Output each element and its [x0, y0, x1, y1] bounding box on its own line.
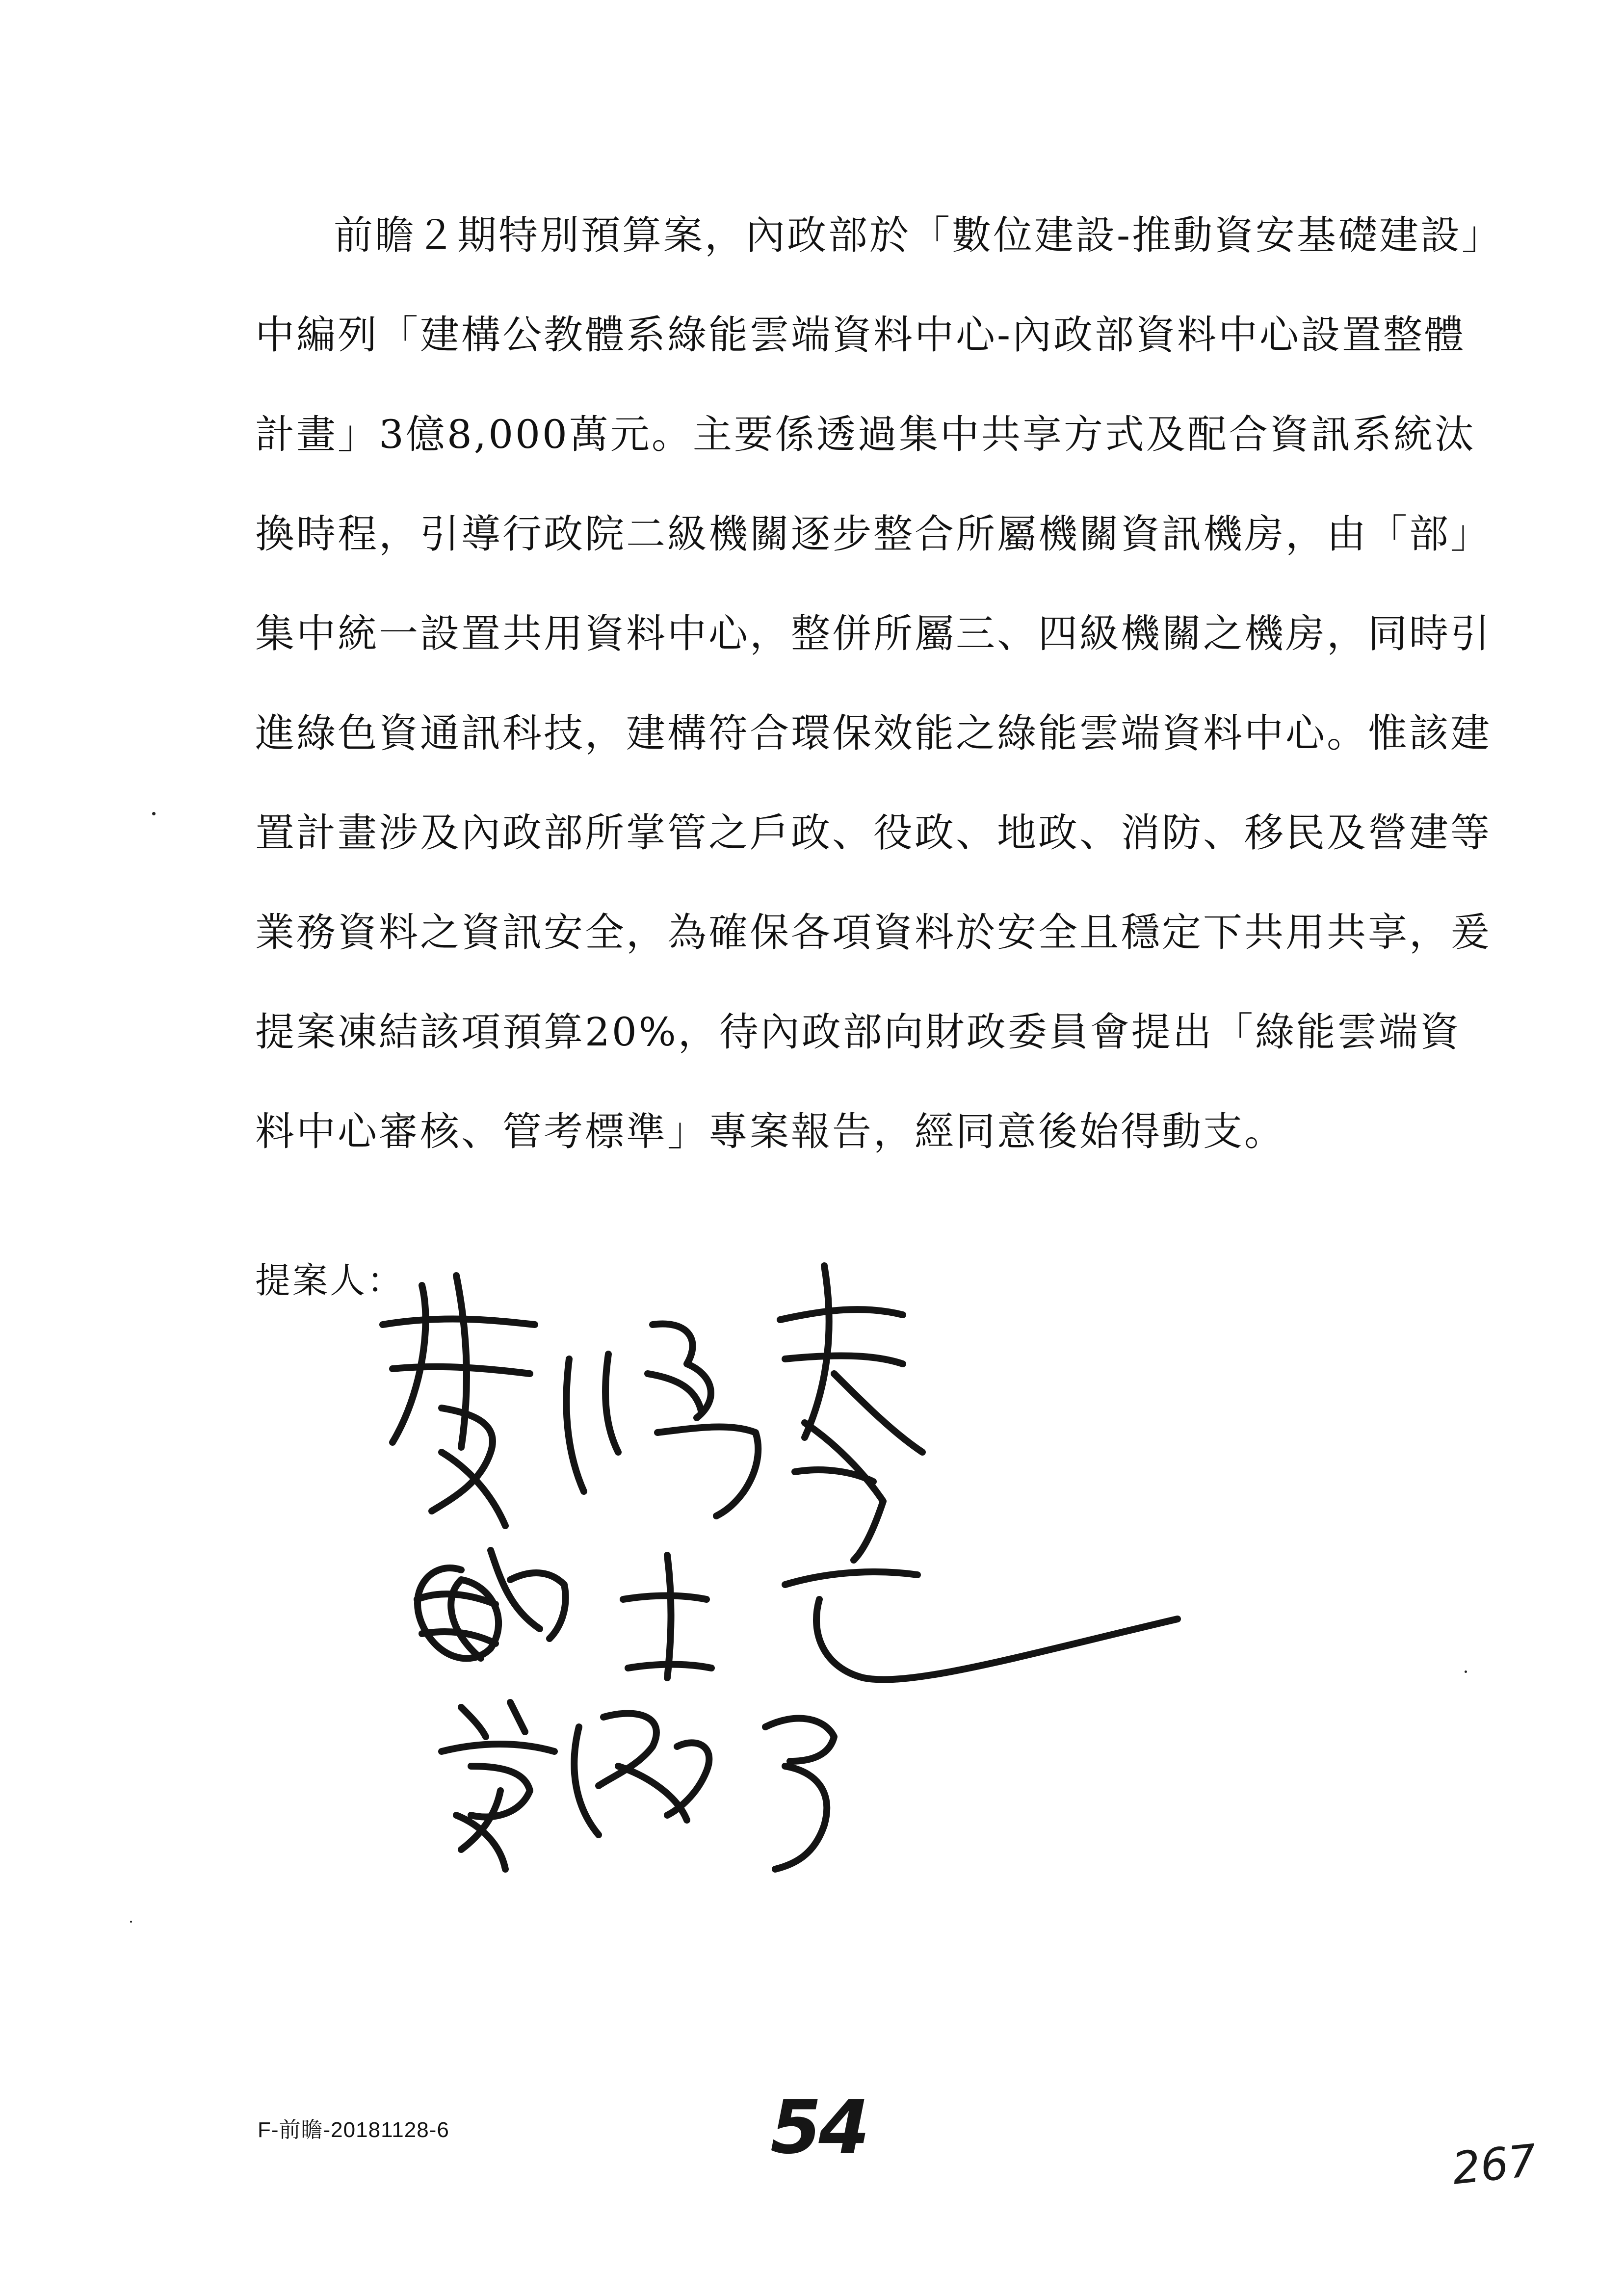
proposal-paragraph [255, 211, 1503, 1207]
signature-1 [383, 1266, 922, 1560]
paragraph-line: 進綠色資通訊科技，建構符合環保效能之綠能雲端資料中心。惟該建 [255, 710, 1492, 756]
stamp-number: 267 [1449, 2135, 1539, 2195]
paragraph-line: 料中心審核、管考標準」專案報告，經同意後始得動支。 [255, 1109, 1285, 1154]
page-number: 54 [770, 2085, 867, 2170]
paragraph-line: 換時程，引導行政院二級機關逐步整合所屬機關資訊機房，由「部」 [255, 511, 1492, 557]
paragraph-line: 集中統一設置共用資料中心，整併所屬三、四級機關之機房，同時引 [255, 611, 1492, 656]
document-code: F-前瞻-20181128-6 [258, 2118, 449, 2142]
paragraph-line: 計畫」3億8,000萬元。主要係透過集中共享方式及配合資訊系統汰 [255, 412, 1476, 457]
signature-3 [442, 1702, 834, 1869]
signature-2 [417, 1550, 1178, 1679]
paragraph-line: 置計畫涉及內政部所掌管之戶政、役政、地政、消防、移民及營建等 [255, 810, 1492, 856]
proposer-label: 提案人： [255, 1260, 405, 1301]
paragraph-line: 業務資料之資訊安全，為確保各項資料於安全且穩定下共用共享，爰 [255, 910, 1492, 955]
scan-speck [1465, 1670, 1467, 1673]
scan-speck [152, 812, 156, 815]
paragraph-line: 提案凍結該項預算20%，待內政部向財政委員會提出「綠能雲端資 [255, 1009, 1461, 1055]
scan-speck [130, 1921, 132, 1923]
paragraph-line: 中編列「建構公教體系綠能雲端資料中心-內政部資料中心設置整體 [255, 312, 1466, 358]
paragraph-line: 前瞻２期特別預算案，內政部於「數位建設-推動資安基礎建設」 [334, 212, 1503, 258]
